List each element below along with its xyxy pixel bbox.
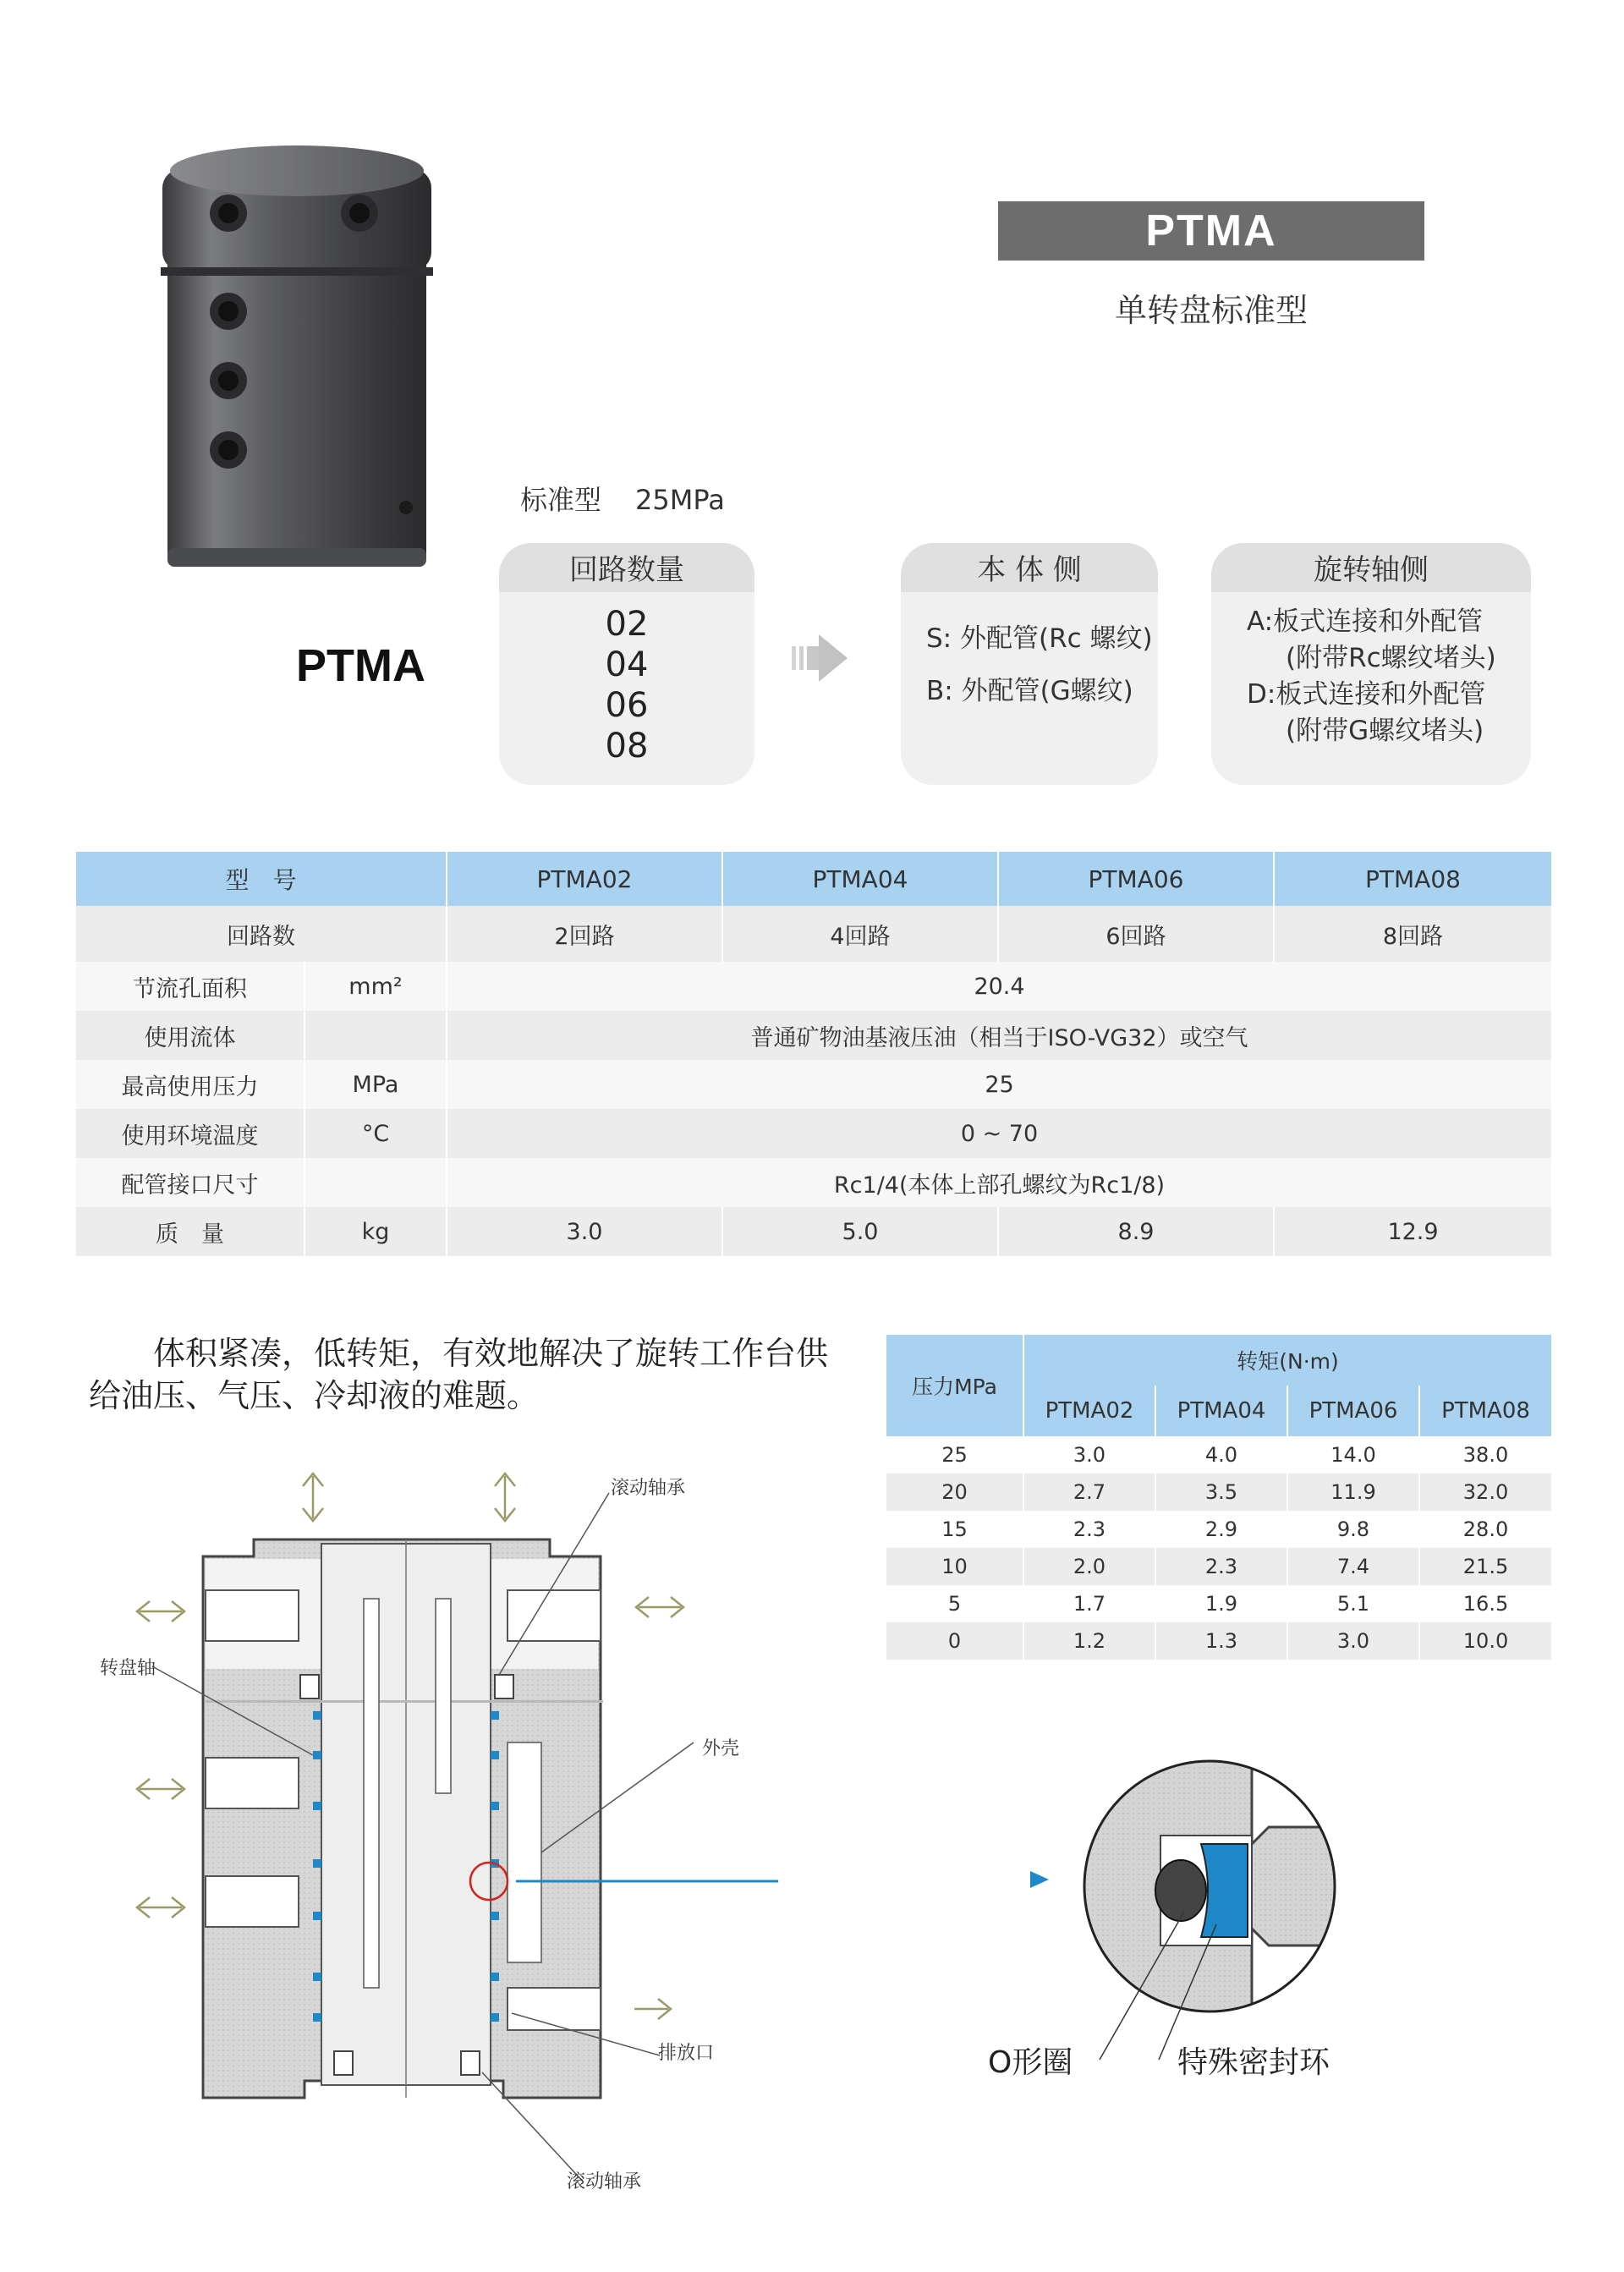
circuits-title: 回路数量 xyxy=(499,543,754,592)
flow-arrow-icon xyxy=(792,633,851,683)
table-cell: 9.8 xyxy=(1287,1511,1419,1548)
table-cell: 16.5 xyxy=(1462,1592,1509,1616)
pressure-cell: 10 xyxy=(886,1548,1023,1585)
description: 体积紧凑，低转矩，有效地解决了旋转工作台供给油压、气压、冷却液的难题。 xyxy=(89,1335,829,1414)
table-cell: 2.7 xyxy=(1023,1474,1155,1511)
model-cell: PTMA06 xyxy=(998,852,1274,906)
shaft-side-item: A:板式连接和外配管 xyxy=(1247,606,1484,637)
table-cell: 普通矿物油基液压油（相当于ISO-VG32）或空气 xyxy=(750,1024,1248,1051)
circuit-value: 04 xyxy=(605,645,649,684)
label-drain: 排放口 xyxy=(658,2043,715,2064)
row-unit: °C xyxy=(304,1109,447,1158)
torque-header: 转矩(N·m) xyxy=(1237,1349,1339,1374)
label-bearing-top: 滚动轴承 xyxy=(611,1478,686,1499)
standard-type: 标准型 xyxy=(520,484,602,516)
table-row xyxy=(886,1436,1551,1474)
model-cell: PTMA08 xyxy=(1441,1398,1530,1424)
page-subtitle: 单转盘标准型 xyxy=(1114,292,1308,329)
torque-table xyxy=(886,1335,1551,1660)
label-o-ring: O形圈 xyxy=(988,2045,1073,2080)
row-unit: kg xyxy=(304,1207,447,1256)
body-side-title: 本 体 侧 xyxy=(901,543,1158,592)
table-header-row xyxy=(76,852,1551,906)
table-cell: 8.9 xyxy=(998,1207,1274,1256)
table-row xyxy=(76,1060,1551,1109)
row-label: 质 量 xyxy=(76,1207,304,1256)
label-special-seal: 特殊密封环 xyxy=(1177,2045,1330,2080)
table-cell: 11.9 xyxy=(1287,1474,1419,1511)
pressure-cell: 15 xyxy=(886,1511,1023,1548)
pressure-cell: 20 xyxy=(886,1474,1023,1511)
table-row xyxy=(886,1511,1551,1548)
label-shaft: 转盘轴 xyxy=(100,1658,156,1679)
table-cell: 2.9 xyxy=(1155,1511,1287,1548)
body-side-item: S: 外配管(Rc 螺纹) xyxy=(926,623,1153,654)
table-cell: Rc1/4(本体上部孔螺纹为Rc1/8) xyxy=(833,1172,1166,1199)
table-cell: 7.4 xyxy=(1287,1548,1419,1585)
circuits-option-box xyxy=(499,543,754,785)
model-cell: PTMA06 xyxy=(1287,1386,1419,1436)
table-cell: 2.0 xyxy=(1023,1548,1155,1585)
table-cell: 2.3 xyxy=(1155,1548,1287,1585)
table-cell: 4.0 xyxy=(1155,1436,1287,1474)
model-cell: PTMA02 xyxy=(1023,1386,1155,1436)
shaft-side-note: (附带G螺纹堵头) xyxy=(1286,716,1484,746)
row-label: 最高使用压力 xyxy=(76,1060,304,1109)
spec-table xyxy=(76,852,1551,1256)
table-cell: 1.9 xyxy=(1155,1585,1287,1622)
circuit-value: 06 xyxy=(605,686,649,725)
circuit-value: 02 xyxy=(605,605,649,644)
product-label: PTMA xyxy=(296,640,425,691)
row-label: 节流孔面积 xyxy=(76,962,304,1011)
row-label: 回路数 xyxy=(76,906,447,962)
table-cell: 8回路 xyxy=(1382,923,1444,950)
page-title: PTMA xyxy=(998,201,1424,261)
table-cell: 3.0 xyxy=(1023,1436,1155,1474)
pressure-cell: 25 xyxy=(886,1436,1023,1474)
table-row xyxy=(886,1585,1551,1622)
table-cell: 5.0 xyxy=(722,1207,998,1256)
table-cell: 1.2 xyxy=(1023,1622,1155,1660)
row-unit xyxy=(304,1011,447,1060)
table-cell: 20.4 xyxy=(974,973,1025,1000)
model-cell: PTMA02 xyxy=(447,852,722,906)
standard-pressure: 25MPa xyxy=(635,484,725,516)
table-cell: 12.9 xyxy=(1387,1218,1439,1245)
table-cell: 0 ~ 70 xyxy=(960,1120,1039,1147)
model-cell: PTMA04 xyxy=(1155,1386,1287,1436)
table-row xyxy=(886,1548,1551,1585)
table-cell: 1.3 xyxy=(1155,1622,1287,1660)
table-row xyxy=(886,1474,1551,1511)
table-cell: 32.0 xyxy=(1462,1480,1509,1504)
row-label: 使用流体 xyxy=(76,1011,304,1060)
table-cell: 21.5 xyxy=(1462,1555,1509,1578)
model-cell: PTMA04 xyxy=(722,852,998,906)
pressure-header: 压力MPa xyxy=(886,1335,1023,1436)
body-side-option-box xyxy=(901,543,1158,785)
shaft-side-note: (附带Rc螺纹堵头) xyxy=(1286,643,1496,673)
shaft-side-title: 旋转轴侧 xyxy=(1211,543,1531,592)
table-cell: 14.0 xyxy=(1287,1436,1419,1474)
table-cell: 4回路 xyxy=(722,906,998,962)
table-row xyxy=(76,962,1551,1011)
table-cell: 3.0 xyxy=(1287,1622,1419,1660)
pressure-cell: 5 xyxy=(886,1585,1023,1622)
label-housing: 外壳 xyxy=(702,1738,740,1759)
model-header: 型 号 xyxy=(76,852,447,906)
table-cell: 6回路 xyxy=(998,906,1274,962)
cross-section-diagram xyxy=(85,1455,778,2216)
table-cell: 25 xyxy=(985,1071,1014,1098)
table-cell: 3.0 xyxy=(447,1207,722,1256)
circuit-value: 08 xyxy=(605,727,649,766)
row-unit: MPa xyxy=(304,1060,447,1109)
table-header-row xyxy=(886,1335,1551,1386)
table-row xyxy=(886,1622,1551,1660)
table-row xyxy=(76,1207,1551,1256)
table-cell: 28.0 xyxy=(1462,1517,1509,1541)
table-row xyxy=(76,1158,1551,1207)
table-row xyxy=(76,906,1551,962)
shaft-side-item: D:板式连接和外配管 xyxy=(1247,679,1486,710)
row-label: 配管接口尺寸 xyxy=(76,1158,304,1207)
table-row xyxy=(76,1011,1551,1060)
label-bearing-bottom: 滚动轴承 xyxy=(567,2171,642,2192)
shaft-side-option-box xyxy=(1211,543,1531,785)
body-side-item: B: 外配管(G螺纹) xyxy=(926,676,1133,706)
pressure-cell: 0 xyxy=(886,1622,1023,1660)
table-cell: 2回路 xyxy=(447,906,722,962)
table-cell: 38.0 xyxy=(1462,1443,1509,1467)
product-photo xyxy=(152,135,440,592)
table-cell: 3.5 xyxy=(1155,1474,1287,1511)
standard-line xyxy=(520,479,759,518)
table-cell: 10.0 xyxy=(1462,1629,1509,1653)
model-cell: PTMA08 xyxy=(1365,864,1461,893)
table-cell: 5.1 xyxy=(1287,1585,1419,1622)
table-row xyxy=(76,1109,1551,1158)
row-unit xyxy=(304,1158,447,1207)
row-label: 使用环境温度 xyxy=(76,1109,304,1158)
table-cell: 1.7 xyxy=(1023,1585,1155,1622)
table-cell: 2.3 xyxy=(1023,1511,1155,1548)
row-unit: mm² xyxy=(304,962,447,1011)
